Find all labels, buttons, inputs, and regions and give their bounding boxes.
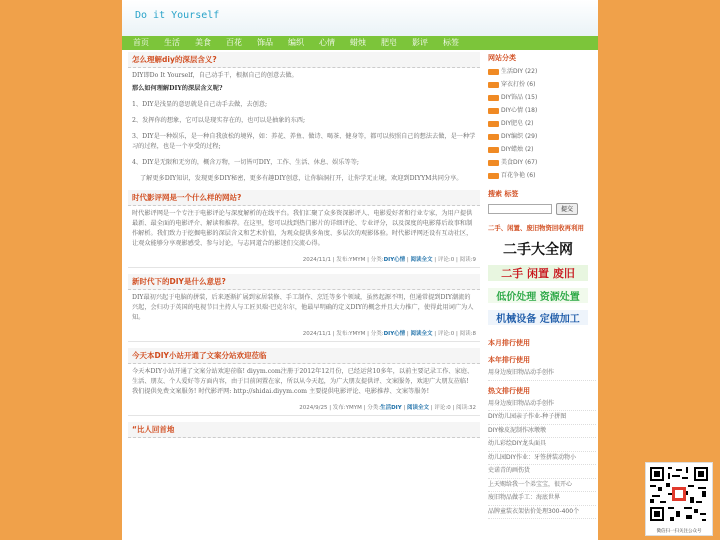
post-comments: 评论:0 — [434, 405, 451, 411]
list-item[interactable]: 上天赐给我一个弟宝宝，很开心 — [488, 479, 596, 493]
ad-line-3: 低价处理 资源处置 — [488, 288, 588, 303]
rss-icon — [488, 108, 499, 114]
rss-icon — [488, 147, 499, 153]
category-label: DIY蜡烛 (2) — [501, 146, 534, 153]
post-comments: 评论:0 — [437, 331, 455, 337]
site-header — [122, 0, 598, 36]
rss-icon — [488, 82, 499, 88]
post-author: YMYM — [345, 405, 362, 411]
rss-icon — [488, 95, 499, 101]
category-list — [488, 65, 596, 182]
category-label: DIY编织 (29) — [501, 133, 538, 140]
post-date: 2024/11/1 — [302, 257, 331, 263]
main-nav — [122, 36, 598, 50]
post-date: 2024/11/1 — [302, 331, 331, 337]
nav-item-mood[interactable]: 心情 — [319, 38, 335, 47]
nav-item-soap[interactable]: 肥皂 — [381, 38, 397, 47]
rss-icon — [488, 173, 499, 179]
list-item[interactable]: 幼儿彩绘DIY龙头面具 — [488, 438, 596, 452]
qr-code-widget[interactable] — [645, 462, 713, 536]
post-paragraph: 4、DIY是无限和无穷的，概含万物，一切皆可DIY，工作、生活、休息、娱乐等等; — [132, 159, 359, 166]
category-label: 百花争艳 (6) — [501, 172, 536, 179]
nav-item-reviews[interactable]: 影评 — [412, 38, 428, 47]
post-paragraph: 今天本DIY小站开通了文案分站欢迎莅临! diyym.com注册于2012年12月份，已经运营10多年，以前主要记录工作、家庭、生活、朋友、个人爱好等方面内容，由于目前闲置在家，所以从今天起，为广大朋友提供评、文案服务，欢迎广大朋友莅临! 我们提供免费文案服务! 时代影评网: http://shidai.diyym.com 主要提供电影评论、电影推荐、文案等服务! — [132, 368, 474, 395]
post-body — [128, 68, 480, 184]
read-more-link[interactable]: 阅读全文 — [407, 405, 430, 411]
rss-icon — [488, 69, 499, 75]
post — [128, 422, 480, 438]
category-item[interactable] — [488, 156, 596, 169]
nav-item-food[interactable]: 美食 — [195, 38, 211, 47]
post — [128, 348, 480, 416]
post-category-link[interactable]: DIY心情 — [383, 331, 406, 337]
post-comments: 评论:0 — [437, 257, 455, 263]
post-title[interactable]: 今天本DIY小站开通了文案分站欢迎莅临 — [128, 348, 480, 364]
post-reads: 阅读:9 — [459, 257, 476, 263]
category-item[interactable] — [488, 117, 596, 130]
category-item[interactable] — [488, 104, 596, 117]
nav-item-tags[interactable]: 标签 — [443, 38, 459, 47]
list-item[interactable]: DIY幼儿园亲子作业-种子拼图 — [488, 411, 596, 425]
post-meta: 2024/11/1 | 发布:YMYM | 分类:DIY心情 | 阅读全文 | 评论:0 | 阅读:9 — [128, 252, 480, 268]
post-reads: 阅读:8 — [459, 331, 476, 337]
read-more-link[interactable]: 阅读全文 — [410, 257, 433, 263]
category-label: 生活DIY (22) — [501, 68, 538, 75]
nav-item-jewelry[interactable]: 饰品 — [257, 38, 273, 47]
post-title[interactable]: 时代影评网是一个什么样的网站? — [128, 190, 480, 206]
list-item[interactable]: 用身边废旧物品动手创作 — [488, 367, 596, 381]
category-item[interactable] — [488, 91, 596, 104]
post-body — [128, 206, 480, 249]
category-item[interactable] — [488, 143, 596, 156]
category-label: DIY饰品 (15) — [501, 94, 538, 101]
post-title[interactable]: “比人回首地 — [128, 422, 480, 438]
post-body — [128, 364, 480, 397]
post-paragraph: DIY最初兴起于电脑的拼装，后来逐渐扩展到家居装修、手工制作、烹饪等多个领域，虽然起源不明，但通常提到DIY潮流的兴起，会归功于英国的电视节目主持人与工匠贝瑞·巴克尔尔，他最早明确的定义DIY的概念并且大力推广，使得此用词广为人知。 — [132, 294, 474, 321]
post-body — [128, 290, 480, 323]
qr-caption: 微信扫一扫关注公众号 — [656, 529, 702, 534]
post-paragraph — [132, 84, 476, 94]
list-item[interactable]: 品牌童装衣架估价处理300-400个 — [488, 506, 596, 520]
rss-icon — [488, 160, 499, 166]
post-author: YMYM — [349, 257, 366, 263]
ad-banner[interactable] — [488, 235, 588, 331]
search-submit-button[interactable]: 提交 — [556, 203, 578, 215]
site-logo[interactable]: Do it Yourself — [135, 10, 220, 21]
ad-title: 二手、闲置、废旧物资回收再利用 — [488, 224, 584, 232]
post — [128, 52, 480, 184]
post-paragraph: 时代影评网是一个专注于电影评论与深度解析的在线平台。我们汇聚了众多资深影评人、电影爱好者和行业专家，为用户提供最新、最全面的电影评介、解读和推荐。在这里，您可以找到热门影片的详细评论、专业评分，以及深度的电影幕后故事和制作解析。我们致力于挖掘电影的深层含义和艺术价值，为观众提供多角度、多层次的观影体验。时代影评网还设有互动社区，让观众能够分享观影感受、参与讨论，与志同道合的影迷们交流心得。 — [132, 210, 473, 247]
list-item[interactable]: 史诺青的画伤货 — [488, 465, 596, 479]
categories-title: 网站分类 — [488, 54, 516, 62]
main-content — [128, 52, 480, 444]
post-category-link[interactable]: 生活DIY — [380, 405, 402, 411]
post-title[interactable]: 怎么理解diy的深层含义? — [128, 52, 480, 68]
post-reads: 阅读:32 — [456, 405, 476, 411]
hot-rank-list — [488, 398, 596, 520]
page-container — [122, 0, 598, 540]
post-meta: 2024/11/1 | 发布:YMYM | 分类:DIY心情 | 阅读全文 | 评论:0 | 阅读:8 — [128, 326, 480, 342]
rss-icon — [488, 134, 499, 140]
yearly-rank-title: 本年排行使用 — [488, 356, 530, 364]
post-category-link[interactable]: DIY心情 — [383, 257, 406, 263]
ad-line-2: 二手 闲置 废旧 — [488, 265, 588, 281]
read-more-link[interactable]: 阅读全文 — [410, 331, 433, 337]
post — [128, 274, 480, 342]
category-label: DIY肥皂 (2) — [501, 120, 534, 127]
post-paragraph: 了解更多DIY知识，发现更多DIY秘密，更多有趣DIY创意，让你脑洞打开，让你学无止境，欢迎到DIYYM共同分享。 — [140, 175, 463, 182]
category-item[interactable] — [488, 169, 596, 182]
post-date: 2024/9/25 — [299, 405, 328, 411]
search-title: 搜索 标签 — [488, 190, 519, 198]
category-item[interactable] — [488, 130, 596, 143]
category-label: 美食DIY (67) — [501, 159, 538, 166]
category-label: 穿衣打扮 (6) — [501, 81, 536, 88]
post-meta: 2024/9/25 | 发布:YMYM | 分类:生活DIY | 阅读全文 | 评论:0 | 阅读:32 — [128, 400, 480, 416]
nav-item-life[interactable]: 生活 — [164, 38, 180, 47]
search-input[interactable] — [488, 204, 552, 214]
post — [128, 190, 480, 268]
category-item[interactable] — [488, 65, 596, 78]
post-subheading: 那么如何理解DIY的深层含义呢? — [132, 85, 223, 92]
post-title[interactable]: 新时代下的DIY是什么意思? — [128, 274, 480, 290]
list-item[interactable]: 幼儿园DIY作业：牙签拼装动物小 — [488, 452, 596, 466]
ad-line-1: 二手大全网 — [503, 242, 573, 258]
list-item[interactable]: DIY橡皮泥制作冰墩墩 — [488, 425, 596, 439]
rss-icon — [488, 121, 499, 127]
search-row — [488, 201, 596, 216]
sidebar — [488, 52, 596, 519]
ad-line-4: 机械设备 定做加工 — [488, 310, 588, 325]
hot-rank-title: 热文排行使用 — [488, 386, 530, 395]
post-paragraph: 1、DIY是浅显的意思就是自己动手去做，去创意; — [132, 101, 268, 108]
list-item[interactable]: 废旧物品做手工：海底世界 — [488, 492, 596, 506]
post-paragraph: 3、DIY是一种娱乐，是一种自我放松的境界，如：养花、养鱼、做诗、喝茶、健身等，都可以按照自己的想法去做，是一种学习的过程，也是一个享受的过程; — [132, 133, 476, 150]
monthly-rank-title: 本月排行使用 — [488, 339, 530, 347]
post-paragraph: 2、发挥你的想象，它可以是现实存在的，也可以是抽象的东西; — [132, 117, 306, 124]
post-paragraph: DIY即Do It Yourself，自己动手干，根据自己的创意去做。 — [132, 72, 298, 79]
nav-item-home[interactable]: 首页 — [133, 38, 149, 47]
list-item[interactable]: 用身边废旧物品动手创作 — [488, 398, 596, 412]
nav-item-flowers[interactable]: 百花 — [226, 38, 242, 47]
yearly-rank-list — [488, 367, 596, 381]
nav-item-knitting[interactable]: 编织 — [288, 38, 304, 47]
category-item[interactable] — [488, 78, 596, 91]
qr-code-icon — [648, 465, 710, 523]
post-author: YMYM — [349, 331, 366, 337]
nav-item-candle[interactable]: 蜡烛 — [350, 38, 366, 47]
category-label: DIY心情 (18) — [501, 107, 538, 114]
